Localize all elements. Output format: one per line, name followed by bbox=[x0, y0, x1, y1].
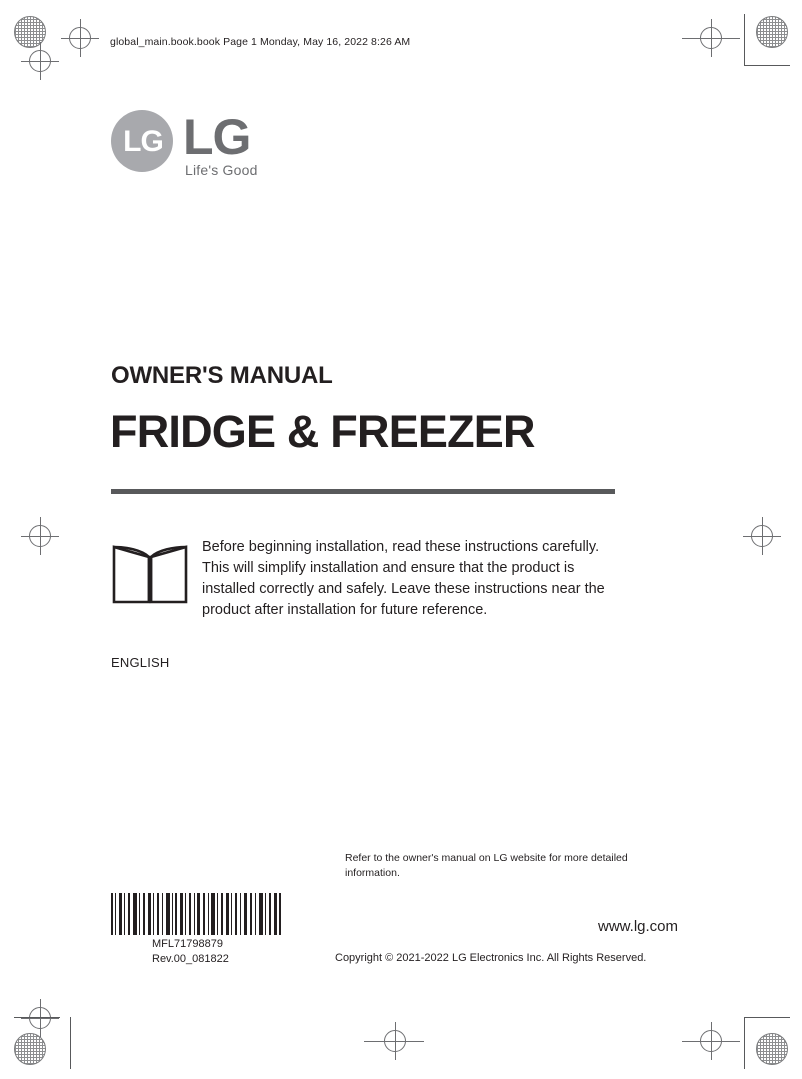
crop-mark-top-right-horizontal bbox=[744, 65, 790, 66]
refer-note: Refer to the owner's manual on LG website for more detailed information. bbox=[345, 852, 628, 879]
crop-mark-bottom-left-vertical bbox=[70, 1017, 71, 1069]
barcode-number: MFL71798879 bbox=[152, 938, 223, 950]
lg-logo-mark-letters: LG bbox=[123, 125, 163, 158]
crop-mark-bottom-left-horizontal bbox=[14, 1017, 60, 1018]
document-header-line: global_main.book.book Page 1 Monday, May 16, 2022 8:26 AM bbox=[110, 36, 411, 48]
copyright-notice: Copyright © 2021-2022 LG Electronics Inc. All Rights Reserved. bbox=[335, 952, 647, 964]
installation-notice: Before beginning installation, read these instructions carefully. This will simplify installation and ensure that the product is installed correctly and safely. Leave these instructions near the product after installation for future reference. bbox=[202, 539, 605, 619]
lg-logo-wordmark: LG bbox=[183, 109, 251, 165]
crop-mark-top-right-vertical bbox=[744, 14, 745, 66]
halftone-patch-top-left bbox=[14, 16, 46, 48]
language-label: ENGLISH bbox=[111, 655, 170, 670]
barcode bbox=[111, 893, 283, 935]
halftone-patch-bottom-left bbox=[14, 1033, 46, 1065]
title-divider bbox=[111, 489, 615, 494]
crop-mark-bottom-right-vertical bbox=[744, 1017, 745, 1069]
crop-mark-bottom-right-horizontal bbox=[744, 1017, 790, 1018]
website-url: www.lg.com bbox=[598, 918, 679, 935]
open-book-icon bbox=[112, 541, 188, 608]
lg-logo bbox=[111, 110, 371, 192]
halftone-patch-bottom-right bbox=[756, 1033, 788, 1065]
halftone-patch-top-right bbox=[756, 16, 788, 48]
page-title: FRIDGE & FREEZER bbox=[110, 406, 535, 457]
lg-logo-tagline: Life's Good bbox=[185, 162, 258, 178]
revision-number: Rev.00_081822 bbox=[152, 953, 229, 965]
manual-kicker: OWNER'S MANUAL bbox=[111, 362, 333, 389]
lg-logo-mark bbox=[111, 110, 173, 172]
